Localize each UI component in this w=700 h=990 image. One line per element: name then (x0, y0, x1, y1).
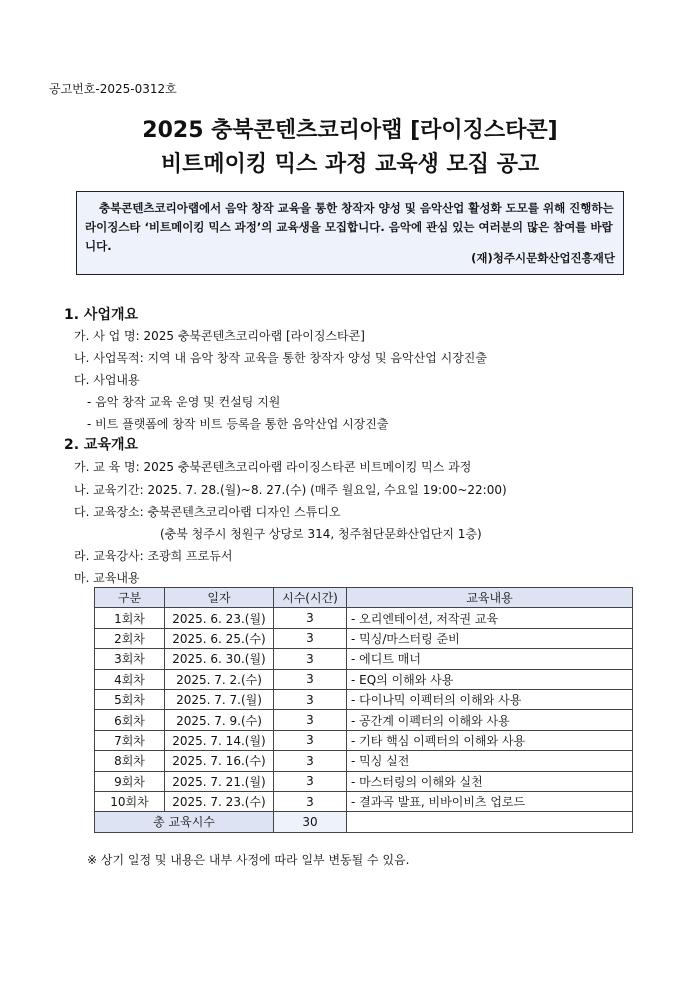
session-cell: 4회차 (95, 669, 165, 689)
session-cell: 9회차 (95, 771, 165, 791)
content-cell: - 결과곡 발표, 비바이비츠 업로드 (347, 791, 633, 811)
table-row (95, 628, 633, 648)
date-cell: 2025. 7. 23.(수) (165, 791, 274, 811)
total-hours: 30 (274, 812, 347, 832)
date-cell: 2025. 6. 30.(월) (165, 649, 274, 669)
table-row (95, 689, 633, 709)
section-2-item: 나. 교육기간: 2025. 7. 28.(월)~8. 27.(수) (매주 월요일, 수요일 19:00~22:00) (74, 483, 507, 497)
section-2-item: 가. 교 육 명: 2025 충북콘텐츠코리아랩 라이징스타콘 비트메이킹 믹스 과정 (74, 460, 472, 474)
content-cell: - 믹싱/마스터링 준비 (347, 628, 633, 648)
date-cell: 2025. 7. 16.(수) (165, 751, 274, 771)
header-content: 교육내용 (347, 588, 633, 608)
hours-cell: 3 (274, 649, 347, 669)
date-cell: 2025. 7. 7.(월) (165, 689, 274, 709)
header-date: 일자 (165, 588, 274, 608)
section-1-heading: 1. 사업개요 (64, 307, 139, 323)
date-cell: 2025. 7. 2.(수) (165, 669, 274, 689)
intro-text: 충북콘텐츠코리아랩에서 음악 창작 교육을 통한 창작자 양성 및 음악산업 활성화 도모를 위해 진행하는 라이징스타 ‘비트메이킹 믹스 과정’의 교육생을 모집합니다. 음악에 관심 있는 여러분의 많은 참여를 바랍니다. (85, 201, 614, 253)
session-cell: 6회차 (95, 710, 165, 730)
schedule-body (95, 608, 633, 832)
hours-cell: 3 (274, 771, 347, 791)
total-blank-cell (347, 812, 633, 832)
session-cell: 5회차 (95, 689, 165, 709)
section-2-heading: 2. 교육개요 (64, 437, 139, 453)
date-cell: 2025. 7. 21.(월) (165, 771, 274, 791)
date-cell: 2025. 7. 9.(수) (165, 710, 274, 730)
table-row (95, 669, 633, 689)
section-2-address: (충북 청주시 청원구 상당로 314, 청주첨단문화산업단지 1층) (160, 527, 482, 541)
session-cell: 7회차 (95, 730, 165, 750)
total-label: 총 교육시수 (95, 812, 274, 832)
notice-number: 공고번호-2025-0312호 (49, 82, 177, 96)
table-row (95, 649, 633, 669)
intro-box (76, 191, 624, 275)
content-cell: - 공간계 이펙터의 이해와 사용 (347, 710, 633, 730)
session-cell: 1회차 (95, 608, 165, 628)
schedule-table (94, 587, 633, 833)
session-cell: 8회차 (95, 751, 165, 771)
section-1-sub-item: - 음악 창작 교육 운영 및 컨설팅 지원 (87, 395, 281, 409)
section-1-sub-item: - 비트 플랫폼에 창작 비트 등록을 통한 음악산업 시장진출 (87, 417, 389, 431)
total-row (95, 812, 633, 832)
table-row (95, 771, 633, 791)
date-cell: 2025. 6. 25.(수) (165, 628, 274, 648)
table-row (95, 791, 633, 811)
organization-name: (재)청주시문화산업진흥재단 (471, 251, 615, 265)
title-line-1: 2025 충북콘텐츠코리아랩 [라이징스타콘] (142, 118, 558, 143)
hours-cell: 3 (274, 730, 347, 750)
session-cell: 2회차 (95, 628, 165, 648)
hours-cell: 3 (274, 710, 347, 730)
hours-cell: 3 (274, 751, 347, 771)
section-1-item: 다. 사업내용 (74, 373, 140, 387)
footnote: ※ 상기 일정 및 내용은 내부 사정에 따라 일부 변동될 수 있음. (87, 853, 410, 867)
section-1-item: 가. 사 업 명: 2025 충북콘텐츠코리아랩 [라이징스타콘] (74, 329, 365, 343)
hours-cell: 3 (274, 689, 347, 709)
section-2-item: 라. 교육강사: 조광희 프로듀서 (74, 549, 233, 563)
date-cell: 2025. 7. 14.(월) (165, 730, 274, 750)
hours-cell: 3 (274, 791, 347, 811)
content-cell: - 믹싱 실전 (347, 751, 633, 771)
session-cell: 10회차 (95, 791, 165, 811)
section-2-item: 마. 교육내용 (74, 571, 140, 585)
content-cell: - 마스터링의 이해와 실천 (347, 771, 633, 791)
content-cell: - 다이나믹 이펙터의 이해와 사용 (347, 689, 633, 709)
section-2-item: 다. 교육장소: 충북콘텐츠코리아랩 디자인 스튜디오 (74, 505, 341, 519)
content-cell: - 기타 핵심 이펙터의 이해와 사용 (347, 730, 633, 750)
table-row (95, 608, 633, 628)
hours-cell: 3 (274, 628, 347, 648)
table-row (95, 730, 633, 750)
header-session: 구분 (95, 588, 165, 608)
hours-cell: 3 (274, 608, 347, 628)
date-cell: 2025. 6. 23.(월) (165, 608, 274, 628)
session-cell: 3회차 (95, 649, 165, 669)
table-row (95, 751, 633, 771)
table-header-row (95, 588, 633, 608)
header-hours: 시수(시간) (274, 588, 347, 608)
content-cell: - 오리엔테이션, 저작권 교육 (347, 608, 633, 628)
content-cell: - 에디트 매너 (347, 649, 633, 669)
title-line-2: 비트메이킹 믹스 과정 교육생 모집 공고 (160, 152, 540, 177)
hours-cell: 3 (274, 669, 347, 689)
section-1-item: 나. 사업목적: 지역 내 음악 창작 교육을 통한 창작자 양성 및 음악산업 시장진출 (74, 351, 487, 365)
content-cell: - EQ의 이해와 사용 (347, 669, 633, 689)
table-row (95, 710, 633, 730)
